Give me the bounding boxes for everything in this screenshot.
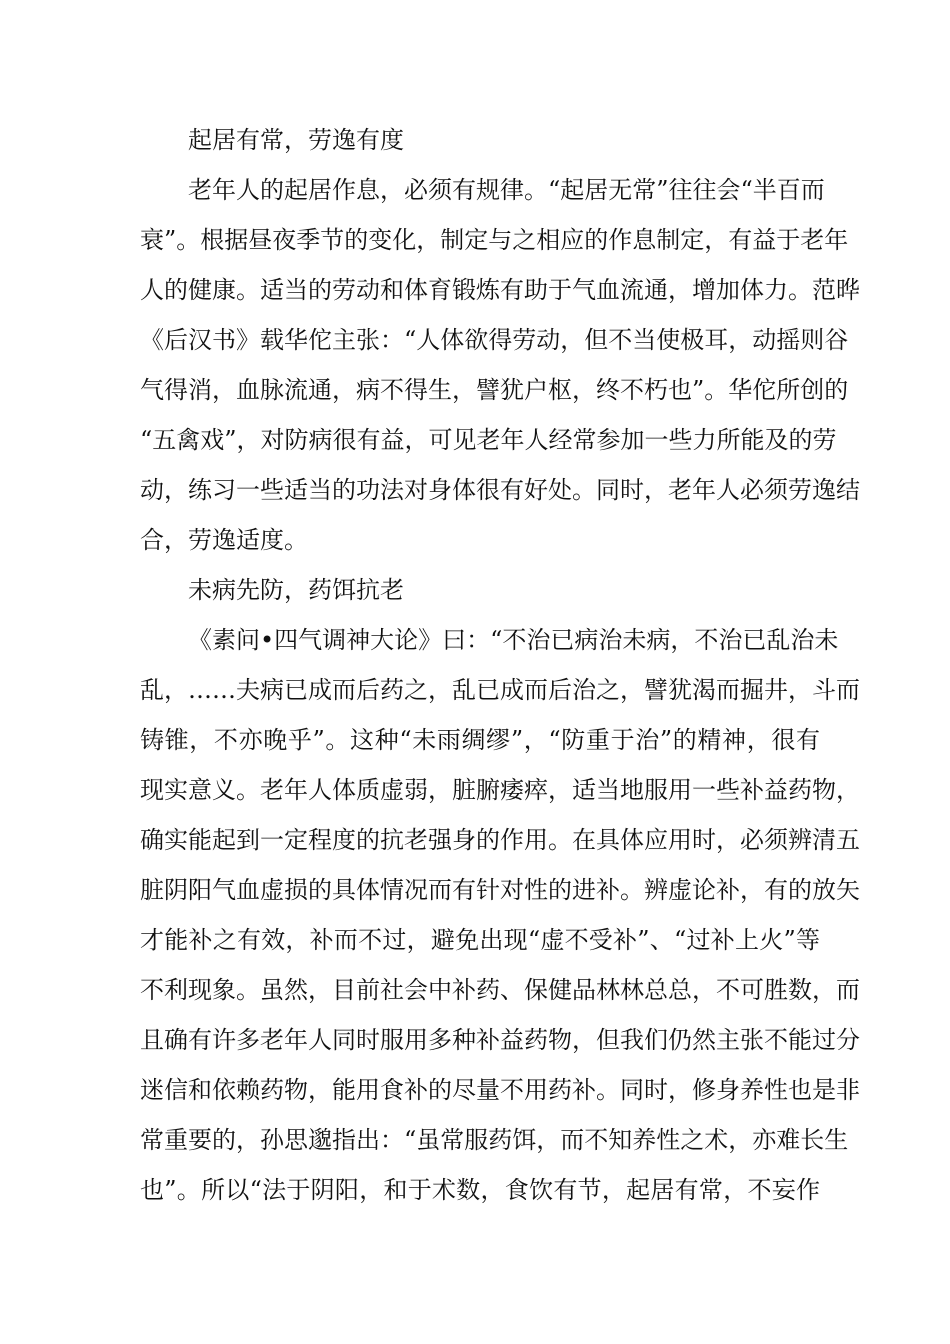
paragraph-text: 且确有许多老年人同时服用多种补益药物，但我们仍然主张不能过分 — [140, 1026, 860, 1054]
paragraph-line — [0, 520, 950, 560]
paragraph-text: 也”。所以“法于阴阳，和于术数，食饮有节，起居有常，不妄作 — [140, 1176, 820, 1204]
paragraph-text: 气得消，血脉流通，病不得生，譬犹户枢，终不朽也”。华佗所创的 — [140, 376, 849, 404]
paragraph-line — [0, 370, 950, 410]
paragraph-text: 人的健康。适当的劳动和体育锻炼有助于气血流通，增加体力。范晔 — [140, 276, 860, 304]
paragraph-line — [0, 620, 950, 660]
paragraph-line — [0, 220, 950, 260]
paragraph-text: 乱，……夫病已成而后药之，乱已成而后治之，譬犹渴而掘井，斗而 — [140, 676, 860, 704]
paragraph-text: 衰”。根据昼夜季节的变化，制定与之相应的作息制定，有益于老年 — [140, 226, 849, 254]
paragraph-line — [0, 670, 950, 710]
paragraph-text: 不利现象。虽然，目前社会中补药、保健品林林总总，不可胜数，而 — [140, 976, 860, 1004]
paragraph-line — [0, 720, 950, 760]
paragraph-text: 动，练习一些适当的功法对身体很有好处。同时，老年人必须劳逸结 — [140, 476, 860, 504]
section-heading-text: 起居有常，劳逸有度 — [188, 126, 404, 154]
paragraph-text: 《后汉书》载华佗主张：“人体欲得劳动，但不当使极耳，动摇则谷 — [140, 326, 849, 354]
paragraph-line — [0, 770, 950, 810]
paragraph-line — [0, 870, 950, 910]
paragraph-line — [0, 1120, 950, 1160]
section-heading-text: 未病先防，药饵抗老 — [188, 576, 404, 604]
paragraph-line — [0, 1170, 950, 1210]
paragraph-text: 迷信和依赖药物，能用食补的尽量不用药补。同时，修身养性也是非 — [140, 1076, 860, 1104]
paragraph-text: 现实意义。老年人体质虚弱，脏腑痿瘁，适当地服用一些补益药物， — [140, 776, 860, 804]
paragraph-text: 老年人的起居作息，必须有规律。“起居无常”往往会“半百而 — [188, 176, 825, 204]
paragraph-text: 《素问•四气调神大论》曰：“不治已病治未病，不治已乱治未 — [188, 626, 839, 654]
paragraph-text: 脏阴阳气血虚损的具体情况而有针对性的进补。辨虚论补，有的放矢 — [140, 876, 860, 904]
paragraph-text: 常重要的，孙思邈指出：“虽常服药饵，而不知养性之术，亦难长生 — [140, 1126, 849, 1154]
paragraph-line — [0, 470, 950, 510]
paragraph-line — [0, 1070, 950, 1110]
paragraph-line — [0, 820, 950, 860]
paragraph-text: “五禽戏”，对防病很有益，可见老年人经常参加一些力所能及的劳 — [140, 426, 837, 454]
paragraph-line — [0, 420, 950, 460]
paragraph-line — [0, 270, 950, 310]
paragraph-text: 才能补之有效，补而不过，避免出现“虚不受补”、“过补上火”等 — [140, 926, 820, 954]
paragraph-text: 确实能起到一定程度的抗老强身的作用。在具体应用时，必须辨清五 — [140, 826, 860, 854]
paragraph-text: 铸锥，不亦晚乎”。这种“未雨绸缪”，“防重于治”的精神，很有 — [140, 726, 820, 754]
section-heading — [0, 120, 950, 160]
paragraph-line — [0, 970, 950, 1010]
paragraph-line — [0, 170, 950, 210]
paragraph-line — [0, 1020, 950, 1060]
section-heading — [0, 570, 950, 610]
paragraph-line — [0, 320, 950, 360]
paragraph-text: 合，劳逸适度。 — [140, 526, 308, 554]
paragraph-line — [0, 920, 950, 960]
